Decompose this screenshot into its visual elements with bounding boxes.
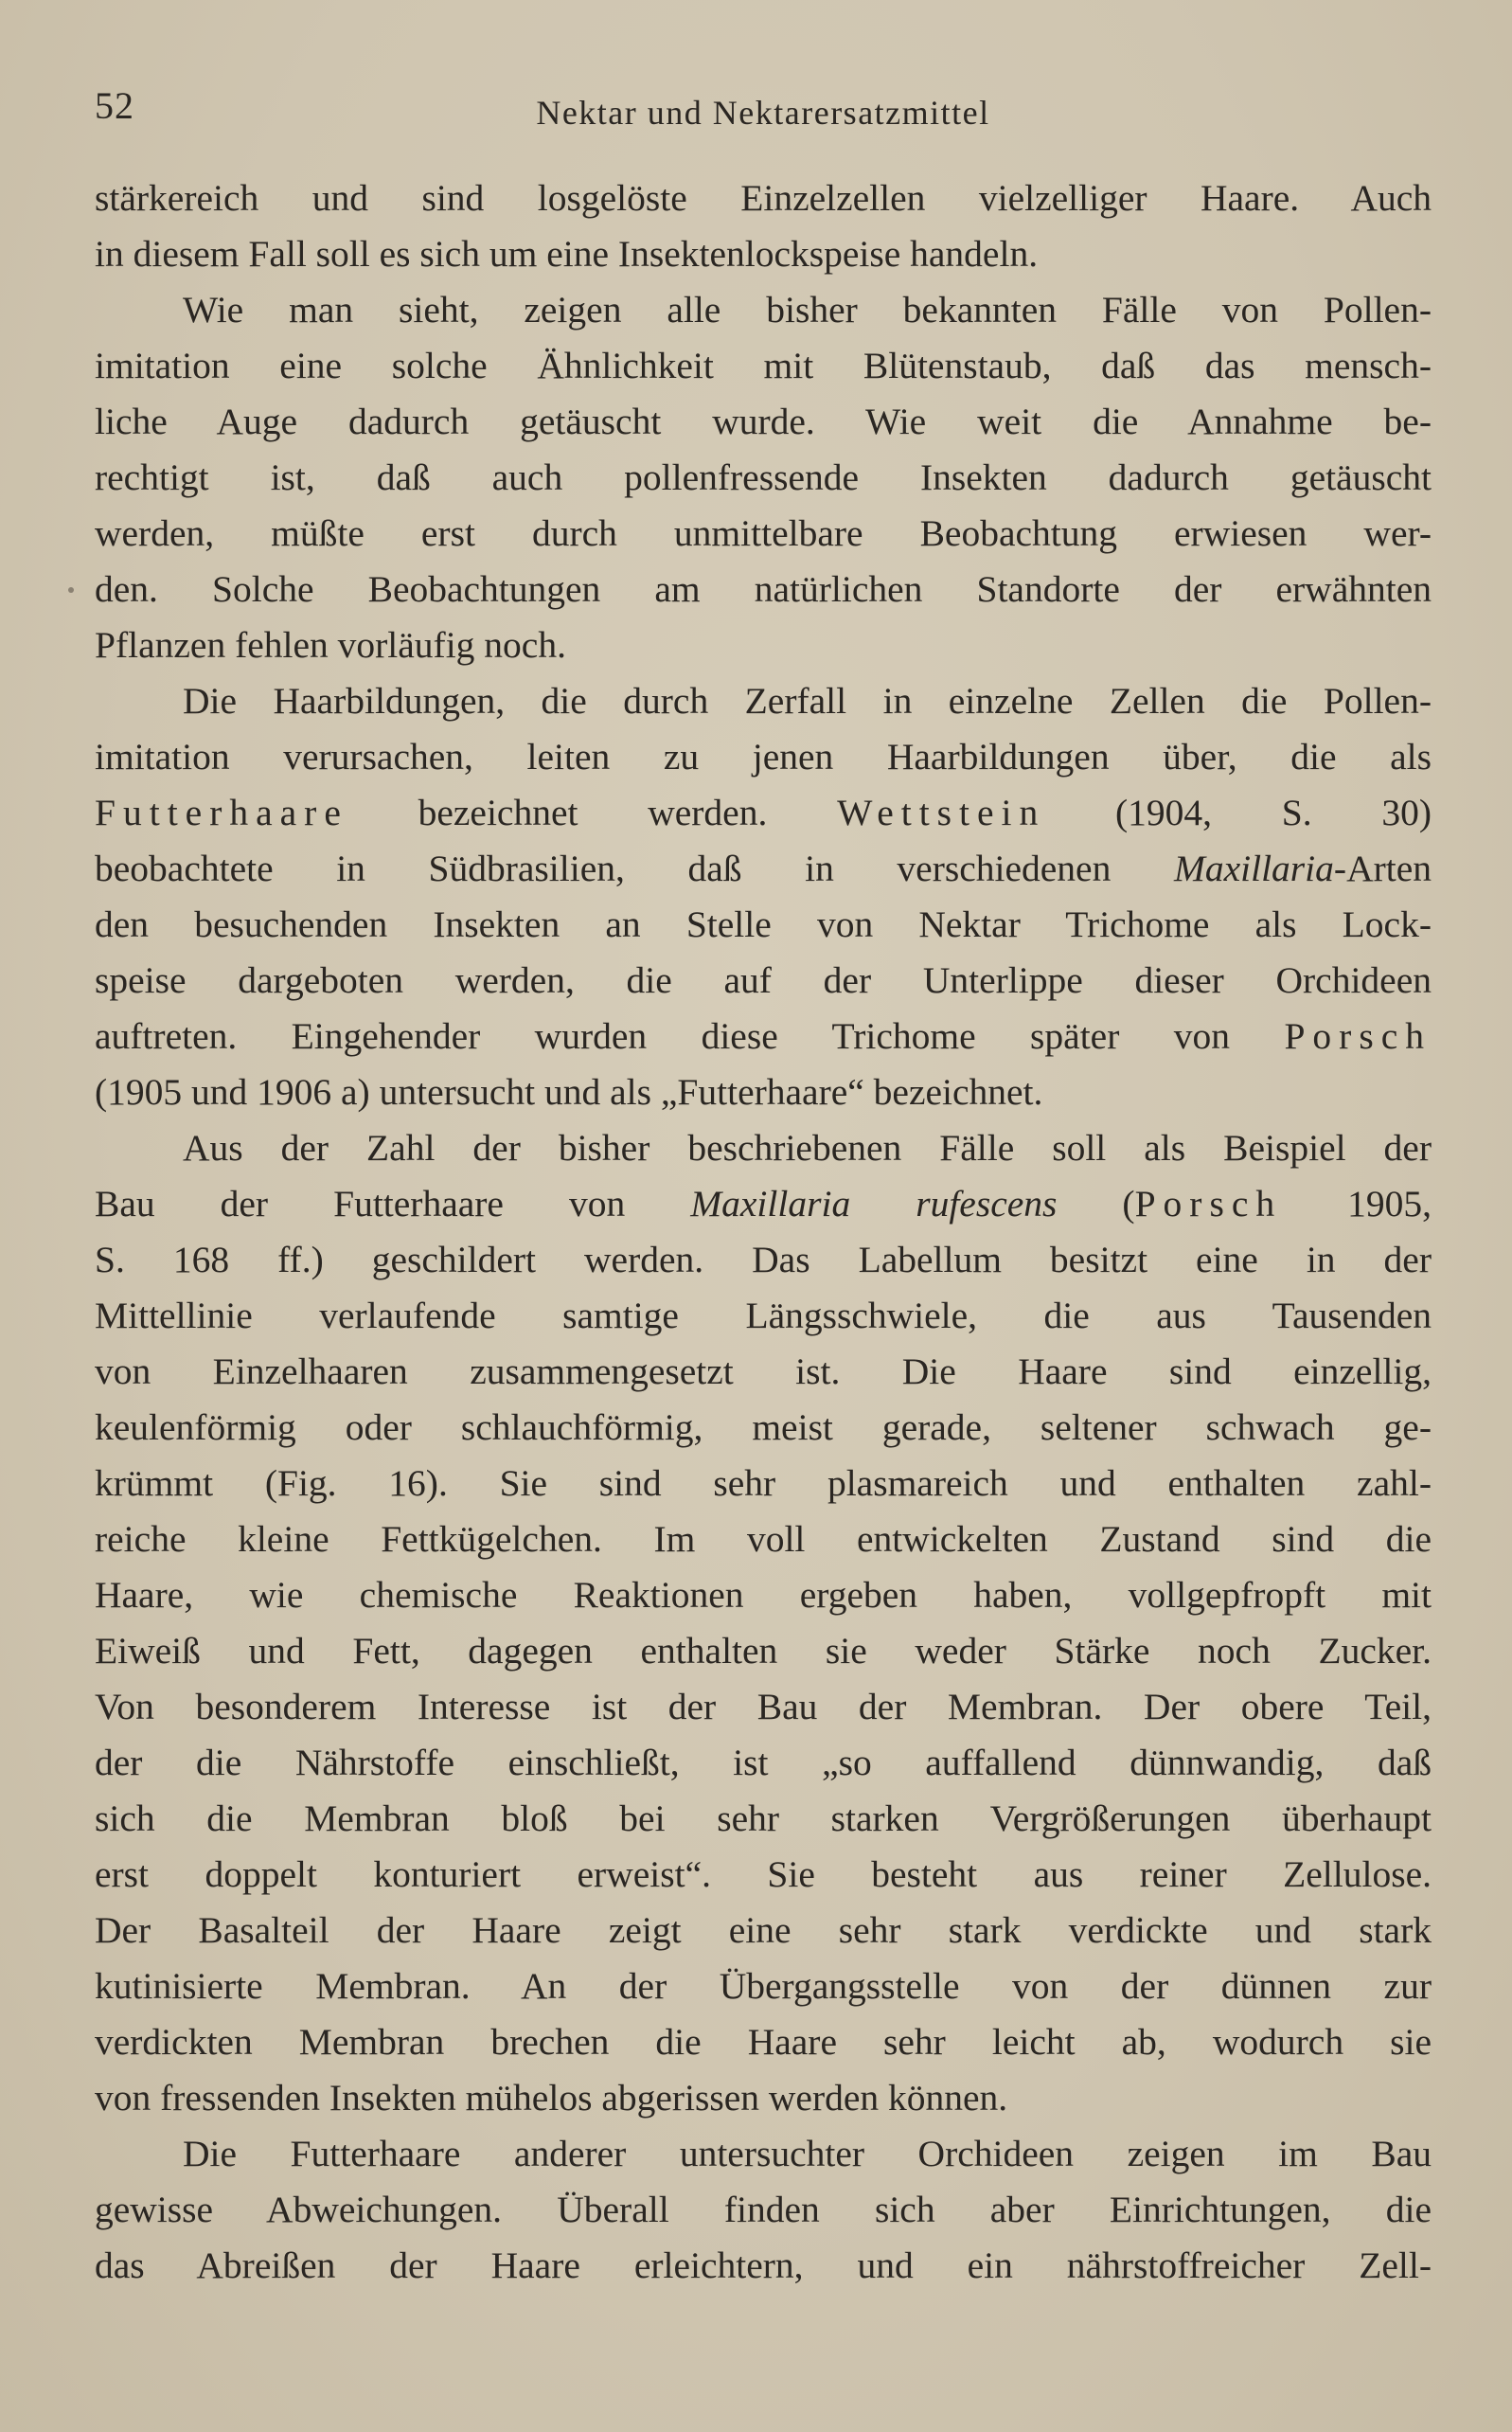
text-line: von fressenden Insekten mühelos abgerissen werden können. xyxy=(95,2077,1008,2119)
taxon-italic: Maxillaria rufescens xyxy=(690,1183,1058,1225)
text-line: werden, müßte erst durch unmittelbare Beobachtung erwiesen wer- xyxy=(95,512,1432,554)
text-line: (1905 und 1906 a) untersucht und als „Futterhaare“ bezeichnet. xyxy=(95,1071,1043,1113)
text-line: verdickten Membran brechen die Haare sehr leicht ab, wodurch sie xyxy=(95,2021,1432,2063)
citation-ref: (1904, S. 30) xyxy=(1115,792,1432,833)
text-line: Eiweiß und Fett, dagegen enthalten sie weder Stärke noch Zucker. xyxy=(95,1630,1432,1672)
text-span: Bau der Futterhaare von xyxy=(95,1183,626,1225)
text-line: Die Futterhaare anderer untersuchter Orchideen zeigen im Bau xyxy=(183,2133,1432,2174)
text-line: S. 168 ff.) geschildert werden. Das Labellum besitzt eine in der xyxy=(95,1239,1432,1280)
text-line: Der Basalteil der Haare zeigt eine sehr stark verdickte und stark xyxy=(95,1909,1432,1951)
text-line: Pflanzen fehlen vorläufig noch. xyxy=(95,624,566,666)
text-line: sich die Membran bloß bei sehr starken Vergrößerungen überhaupt xyxy=(95,1797,1432,1839)
text-span: beobachtete in Südbrasilien, daß in verschiedenen xyxy=(95,848,1112,889)
text-line-futterhaare xyxy=(95,785,1432,841)
body-text xyxy=(95,170,1432,2294)
text-line: Die Haarbildungen, die durch Zerfall in einzelne Zellen die Pollen- xyxy=(183,680,1432,722)
text-line: den besuchenden Insekten an Stelle von Nektar Trichome als Lock- xyxy=(95,903,1432,945)
text-line: speise dargeboten werden, die auf der Unterlippe dieser Orchideen xyxy=(95,959,1432,1001)
text-line: stärkereich und sind losgelöste Einzelzellen vielzelliger Haare. Auch xyxy=(95,177,1432,219)
page-header xyxy=(95,83,1432,140)
text-line: gewisse Abweichungen. Überall finden sich aber Einrichtungen, die xyxy=(95,2189,1432,2230)
text-line: kutinisierte Membran. An der Übergangsstelle von der dünnen zur xyxy=(95,1965,1432,2007)
text-line: von Einzelhaaren zusammengesetzt ist. Die Haare sind einzellig, xyxy=(95,1350,1432,1392)
year: 1905, xyxy=(1347,1183,1432,1225)
text-line: imitation eine solche Ähnlichkeit mit Blütenstaub, daß das mensch- xyxy=(95,345,1432,386)
text-line: Mittellinie verlaufende samtige Längsschwiele, die aus Tausenden xyxy=(95,1295,1432,1336)
text-span: -Arten xyxy=(1333,848,1432,889)
text-line: Aus der Zahl der bisher beschriebenen Fälle soll als Beispiel der xyxy=(183,1127,1432,1169)
text-span: auftreten. Eingehender wurden diese Trichome später von xyxy=(95,1015,1231,1057)
text-line: rechtigt ist, daß auch pollenfressende Insekten dadurch getäuscht xyxy=(95,456,1432,498)
text-line: imitation verursachen, leiten zu jenen Haarbildungen über, die als xyxy=(95,736,1432,778)
text-line: reiche kleine Fettkügelchen. Im voll entwickelten Zustand sind die xyxy=(95,1518,1432,1560)
text-line-porsch xyxy=(95,1009,1432,1064)
text-line-maxillaria xyxy=(95,841,1432,897)
page-number: 52 xyxy=(95,84,134,127)
text-line: Wie man sieht, zeigen alle bisher bekannten Fälle von Pollen- xyxy=(183,289,1432,331)
paren: ( xyxy=(1122,1183,1135,1225)
text-line: das Abreißen der Haare erleichtern, und ein nährstoffreicher Zell- xyxy=(95,2244,1432,2286)
taxon-italic: Maxillaria xyxy=(1173,848,1334,889)
author-name-porsch: Porsch xyxy=(1134,1183,1283,1225)
text-line: liche Auge dadurch getäuscht wurde. Wie weit die Annahme be- xyxy=(95,401,1432,442)
text-line: in diesem Fall soll es sich um eine Insektenlockspeise handeln. xyxy=(95,233,1039,275)
text-line: den. Solche Beobachtungen am natürlichen Standorte der erwähnten xyxy=(95,568,1432,610)
running-title: Nektar und Nektarersatzmittel xyxy=(536,94,990,132)
text-line: erst doppelt konturiert erweist“. Sie besteht aus reiner Zellulose. xyxy=(95,1853,1432,1895)
genus-maxillaria xyxy=(1174,848,1432,889)
text-line-rufescens xyxy=(95,1176,1432,1232)
page-speck xyxy=(68,587,74,593)
text-line: Von besonderem Interesse ist der Bau der Membran. Der obere Teil, xyxy=(95,1686,1432,1727)
spaced-term-futterhaare: Futterhaare xyxy=(95,792,348,833)
text-line: keulenförmig oder schlauchförmig, meist gerade, seltener schwach ge- xyxy=(95,1406,1432,1448)
author-name-wettstein: Wettstein xyxy=(837,792,1046,833)
text-span: bezeichnet werden. xyxy=(418,792,768,833)
author-name-porsch: Porsch xyxy=(1284,1015,1432,1057)
text-line: krümmt (Fig. 16). Sie sind sehr plasmareich und enthalten zahl- xyxy=(95,1462,1432,1504)
text-line: Haare, wie chemische Reaktionen ergeben haben, vollgepfropft mit xyxy=(95,1574,1432,1616)
text-line: der die Nährstoffe einschließt, ist „so auffallend dünnwandig, daß xyxy=(95,1742,1432,1783)
citation-ref xyxy=(1122,1183,1432,1225)
